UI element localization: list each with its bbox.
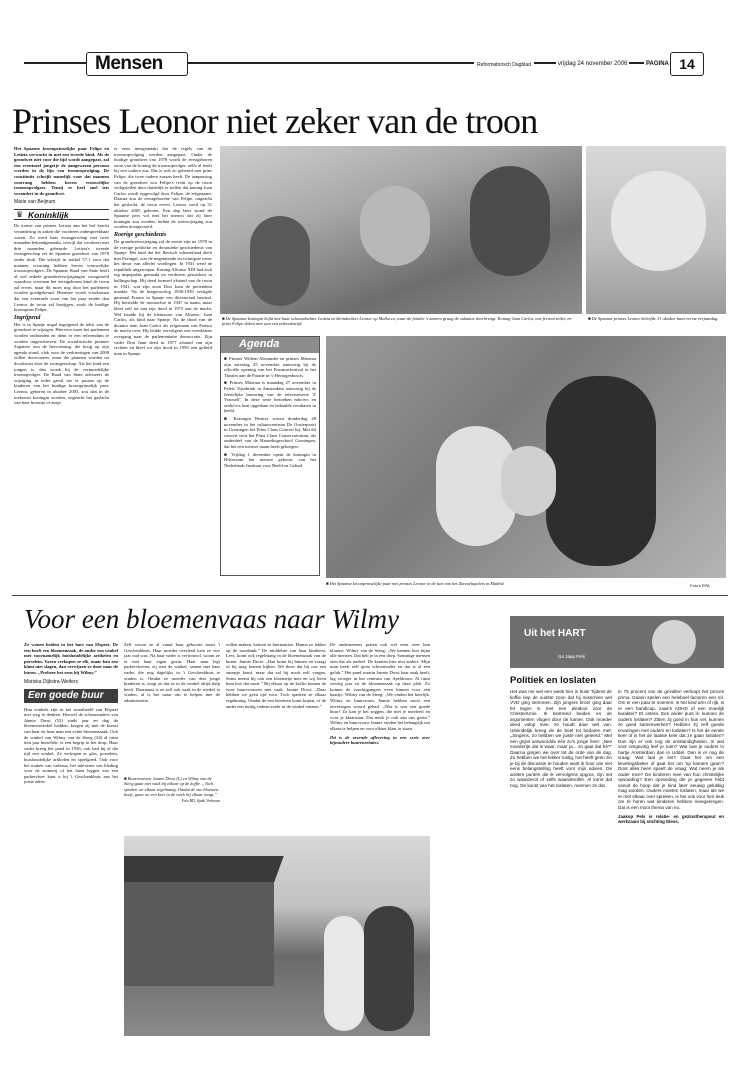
photo-caption-2: ■ De Spaanse prinses Leonor beleefde 31 oktober haar eerste verjaardag. xyxy=(588,316,719,321)
crown-icon: ♛ xyxy=(16,210,24,220)
page-number-box xyxy=(670,52,704,76)
article2-body-1: Hun winkels zijn in het straatbeeld van Elspeet niet weg te denken. Hoewel de schoonouders van Jannie Drost (52) sinds jaar en dag de bloemenwinkel hadden, kregen zij met de komst van haar en haar man een echte bloemenzaak. Ook de winkel van Wilmy van de Steeg (34) al ruim tien jaar hetzelfde, is een begrip in het dorp. Haar vader kreeg het pand in 1936, ook had hij al die tijd een winkel. Ze verkopen er glas, porselein, huishoudelijke artikelen en speelgoed. Ook voor het maken van cadeaus, het inleveren van kleding voor de stomerij of het laten leggen van een parketvloer kunt u bij 't Geschenkhuis aan het juiste adres. xyxy=(24,706,118,785)
article2-photo-credit: Foto RD, Sjaak Verboom xyxy=(181,799,220,804)
agenda-item: ■ Prinses Willem-Alexander en prinses Máxima zijn zaterdag 25 november aanwezig bij de officiële opening van het Erasmusfestival in het Theater aan de Parade in 's-Hertogenbosch. xyxy=(224,356,316,378)
photo-figure xyxy=(470,166,550,276)
column-body-1: Het was me wel een week hier in huis! Tijdens de koffie riep de oudste zoon dat hij misschien wel VVD ging stemmen. Zijn jongere broer ging daar fel tegen in met een pleidooi voor de ChristenUnie. Ik bestreed beiden en de argumenten vlogen door de kamer. Ook moeder deed volop mee, ze houdt daar wel van. Uiteindelijk kreeg de de boel tot bedaren met: „Jongens, zo hebben we juiste niet geleerd.” Met een grijns antwoordde één zo'n jonge heer: „Nee moedertje dat is waar, maar ja... zo gaat dat hè?” Daarna gingen we over tot de orde van de dag. Zo hebben we het lekker rustig, het heeft geen zin je bij de discussie te houden want ik hoor wie niet eens belangstelling heeft voor mijn advies. De andere punten die ik vervolgens opgooi, zijn net zo waardevol of zelfs waardevoller. Al komt dat nog. De kunst van het loslaten, noemen ze dat. xyxy=(510,689,612,788)
article2-footer: Dit is de zevende aflevering in een serie over bijzondere buurenrelaties. xyxy=(330,734,430,746)
issue-date: vrijdag 24 november 2006 xyxy=(558,61,628,67)
photo-building-roof xyxy=(124,856,284,882)
article-body-1: De komst van prinses Letizia aan het hof bracht verandering in zaken die voorheen onbespreekbaar waren. Zo werd haar zwangerschap met twee maanden bekendgemaakt, terwijl dat voorheen met drie maanden gebeurde. Letizia's tweede zwangerschap zet de Spaanse grondwet van 1978 onder druk. Die schrijft in artikel 57.1 voor dat mannen voorrang hebben boven vrouwelijke troonsopvolgers. De Spaanse Raad van State heeft al wel enkele grondwetswijzigingen voorgesteld waardoor voortaan het eerstgeboren kind de troon zal erven, maar dit moet nog door het parlement worden goedgekeurd. Hiermee wordt voorkomen dat een eventuele zoon van het paar eerder dan Leonor de troon zal bestijgen, zoals de huidige kroonprins Felipe. xyxy=(14,223,109,313)
article2-headline: Voor een bloemenvaas naar Wilmy xyxy=(24,604,399,634)
bullet-icon: ■ xyxy=(224,356,230,361)
photo-figure xyxy=(501,446,556,516)
article2-column-4 xyxy=(330,642,430,832)
column-author-tag: Ge Jaap Pels xyxy=(558,654,586,659)
article-body-2: er eens meegemaakt dat de regels van de troonsopvolging werden aangepast. Onder de huidige grondwet van 1978 wordt de eerstgeboren zoon van de koning de troonsopvolger, zelfs al heeft hij een oudere zus. Dat is ook zo gebeurd met prins Felipe, die twee oudere zussen heeft. De aanpassing van de grondwet zou Felipe's recht op de troon veiligstellen door duidelijk te stellen dat koning Juan Carlos wordt opgevolgd door Felipe, de erfgenaam. Daarna zou de eerstgeborene van Felipe, ongeacht het geslacht, de troon erven. Leonor werd op 31 oktober 2005 geboren. Een dag later stond de Spaanse pers vol met het nieuws dat zij later koningin zou worden, indien de wetswijziging zou worden doorgevoerd. xyxy=(114,146,212,230)
photo-caption-3: ■ Het Spaanse kroonprinselijke paar met prinses Leonor in de tuin van het Zarzuelapaleis in Madrid. xyxy=(326,581,505,586)
photo-queen-sofia-family xyxy=(220,146,582,314)
article-byline: Marie van Beijnum xyxy=(14,199,56,206)
subheading-geschiedenis: Roerige geschiedenis xyxy=(114,231,167,238)
section-label-box-2 xyxy=(24,689,118,703)
subheading-ingrijpend: Ingrijpend xyxy=(14,314,41,321)
bullet-icon: ■ xyxy=(224,451,232,457)
article-column-2 xyxy=(114,146,212,566)
article-lead: Het Spaanse kroonprinselijke paar Felipe en Letizia verwacht in mei een tweede kind. Als de grondwet niet voor die tijd wordt aangepast, zal een eventueel jongetje de aangewezen persoon worden in de lijn van troonsopvolging. De constitutie schrijft namelijk voor dat mannen voorrang hebben boven vrouwelijke troonsopvolgers. Tenzij er heel snel iets verandert in de grondwet. xyxy=(14,146,109,196)
article2-body-2: Zelf woont ze al vanaf haar geboorte naast 't Geschenkhuis. Haar moeder overleed toen ze vier jaar oud was. Na haar vader is vertrouwd, woont ze er met haar eigen gezin. Haar man legt parketvloeren, zij runt de winkel, samen met haar vader, die nog dagelijks in 't Geschenkhuis te vinden is. Omdat ze moeder van drie jonge kinderen is, zorgt ze dat ze in de winkel altijd hulp heeft. Daarnaast is ze zelf ook vaak in de winkel te vinden, al is het maar om te helpen met de administratie. xyxy=(124,642,220,703)
caption-bullet-icon: ■ xyxy=(588,316,592,321)
article-body-2b: De grondwetswijziging zal de eerste zijn na 1978 in de roerige politieke en dynastieke geschiedenis van Spanje. Het land dat het Iberisch schiereiland deelt met Portugal, was de negentiende en twintigste eeuw het decor van allerlei woelingen. In 1931 werd de republiek uitgeroepen. Koning Alfonso XIII had zich erg impopulair gemaakt en verdween geruisloos in ballingschap. Hij deed formeel afstand van de troon in 1941, wat zijn zoon Don Juan de pretendent maakte. Na de burgeroorlog 1936-1939 vestigde generaal Franco in Spanje een dictatoriaal bewind. Hij herstelde de monarchie in 1947 in naam, maar bleef zelf tot aan zijn dood in 1975 aan de macht. Wel haalde hij de kleinzoon van Alfonso, Juan Carlos, als kind naar Spanje. Na de dood van de dictator nam Juan Carlos als erfgenaam van Franco de macht over. Hij leidde vervolgens een vreedzame overgang naar de parlementaire democratie. Zijn vader Don Juan deed in 1977 afstand van zijn rechten en bleef tot zijn dood in 1993 een geliefd man in Spanje. xyxy=(114,238,212,356)
photo-credit: Foto's EPA xyxy=(690,583,710,588)
photo-building xyxy=(124,876,274,986)
paper-name: Reformatorisch Dagblad xyxy=(474,62,534,68)
caption-bullet-icon: ■ xyxy=(222,316,226,321)
section-title-box xyxy=(86,52,188,76)
agenda-box xyxy=(220,336,320,576)
section-label: Koninklijk xyxy=(28,210,69,221)
photo-figure xyxy=(364,906,414,1031)
photo-figure xyxy=(611,171,706,271)
column-body-2: in 75 procent van de gevallen verloopt het proces prima. Daarin spelen een heleboel factoren een rol. Om er een paar te noemen: is het kind arm of rijk, is er een handicap, zaak's ADHD of een moeilijk karakter? Et cetera. Een ander punt is: kunnen de ouders loslaten? Zitten zij goed in hun vel, kunnen ze goed samenwerken? Hebben zij zelf goede ervaringen met ouders en loslaten? Is het de eerste keer of is het de laatste keer dat ze gaan loslaten? Dan zijn er ook nog de omstandigheden. In wat voor omgeving leef je toen? Wat laat je ouders in hartje Amsterdam dan in Uddel. Dan is er nog de vraag: Wat laat je los? Gaat het om een lievelingsbeker of gaat het om 'op kamers gaan'? Door alles heen speelt de vraag: Wat neem je als ouder mee? De kinderen mee van hun christelijke opvoeding? Een opvoeding die je gegeven hebt vanuit de hoop dat je kind later eeuwig gelukkig mag worden. Ouders moeten loslaten, maar als we er met elkaar over spreken, is het ook voor hen leuk om te horen wat kinderen hebben meegekregen. Dat is een mooi thema van nu. xyxy=(618,689,724,810)
photo-figure xyxy=(324,916,364,1031)
opinion-column xyxy=(510,616,724,1036)
agenda-item: ■ Vrijdag 1 december opent de koningin in Hilversum het nieuwe gebouw van het Nederlands Instituut voor Beeld en Geluid. xyxy=(224,451,317,468)
article-column-1 xyxy=(14,146,109,566)
article2-column-3 xyxy=(226,642,326,832)
photo-leonor-baby xyxy=(586,146,726,314)
article2-lead: Ze wonen beiden in het hart van Elspeet. De een heeft een bloemenzaak, de ander een winkel met voornamelijk huishoudelijke artikelen en porselein. Varen verkopen ze elk, maar kan een klant niet slagen, dan verwijzen ze door naar de buren. „Probeer het eens bij Wilmy.” xyxy=(24,642,118,675)
article-body-1b: Het is in Spanje nogal ingrijpend de tekst van de grondwet te wijzigen. Hiervoor moet het parlement worden ontbonden en dient er een referendum te worden uitgeschreven. De socialistische premier Zapatero zou de hervorming, die hoog op zijn agenda stond, vlak voor de verkiezingen van 2008 willen doorvoeren, maar die plannen worden nu doorkruist door de zwangerschap. Als het kind een jongen is, dan wordt hij de vermoedelijke troonopvolger. De Raad van State adviseert de wijziging in ieder geval toe te passen op de kinderen van het huidige kroonprinselijk paar. Leonor, geboren in oktober 2005, zou dan in de toekomst koningin worden, ongeacht het geslacht van haar broertje of zusje. xyxy=(14,321,109,406)
column-body xyxy=(510,689,724,1029)
page-header xyxy=(24,50,714,80)
caption-bullet-icon: ■ xyxy=(124,776,128,781)
bullet-icon: ■ xyxy=(224,380,230,386)
section-label-box xyxy=(14,209,109,220)
page-label: PAGINA xyxy=(646,61,669,67)
section-title: Mensen xyxy=(95,53,163,74)
article2-photo-caption: ■ Buurvrouwen Jannie Drost (L) en Wilmy van de Steeg gaan niet vaak bij elkaar op de koffie. „Toch spreken we elkaar regelmatig. Omdat de ene bloemen heeft, gaan we een keer in de week bij elkaar langs.” Foto RD, Sjaak Verboom xyxy=(124,776,220,804)
article2-body-4: De ondernemers praten ook wel eens over hun klanten. Wilmy van de Steeg: „We kennen hier bijna alle mensen. Dat heb je in een dorp. Sommige mensen zien dat als nadeel. De kennen hier niet anders. Mijn man heeft zelf geen schoonvader en dat is al een geluk.” Het pand waarin Jannie Drost haar zaak heeft, lag vroeger in het centrum van Apeldoorn. Al ruim veertig jaar zit de bloemenzaak op deze plek. Zo komen de voorbijgangers even binnen voor een kaartje. Wilmy van de Steeg: „We vinden het heerlijk. Wilmy en buurvrouw Jannie hebben nooit een onvertogen woord gehad. „Wat is nou een goede buur? Zo kan je het zeggen, die met je meeleeft en voor je klaarstaat. Dat merk je ook aan ons gezin.” Wilmy en buurvrouw Jannie vinden het belangrijk om elkaar te helpen en voor elkaar klaar te staan. xyxy=(330,642,430,731)
column-banner xyxy=(510,616,724,668)
column-bio: Jaakop Pels is relatie- en gezinstherapeut en werkzaam bij stichting Eleos. xyxy=(618,814,724,825)
column-title: Politiek en loslaten xyxy=(510,675,597,686)
section-divider xyxy=(12,595,728,596)
article-headline: Prinses Leonor niet zeker van de troon xyxy=(12,101,538,141)
photo-figure xyxy=(546,376,656,566)
caption-bullet-icon: ■ xyxy=(326,581,330,586)
photo-figure xyxy=(360,186,430,266)
photo-crown-prince-couple xyxy=(326,336,726,578)
photo-caption-1: ■ De Spaanse koningin Sofia met haar schoondochter Letizia en kleindochter Leonor op Mallorca, waar de familie 's zomers graag de vakantie doorbrengt. Koning Juan Carlos, een fervent zeiler, en prins Felipe doken mee aan een zeilwedstrijd. xyxy=(222,316,572,327)
agenda-item: ■ Prinses Máxima is maandag 27 november in Paleis Tijsebrink in Amsterdam aanwezig bij de feestelijke lancering van de televisieserie 'Z Yourself'. In deze serie bezoeken mbo'ers en vmbo'ers hun opgedane en behaalde resultaten in beeld. xyxy=(224,380,316,414)
page-number: 14 xyxy=(679,56,695,72)
article2-body-3: willen maken, komen ze hiernaartoe. Hanna zo lekker op de toonbank.” De middelste van haar kinderen, Levi, komt ook regelmatig in de bloemenzaak van de buren. Jannie Drost: „Dan komt hij binnen en vraagt of hij mag komen kijken. We doen dat bij ons een snoepje komt, maar dat zal hij nooit zelf vragen. Soms neemt hij ook een bloemetje mee en wij leren hem hoe dat moet.” Bij elkaar op de koffie komen de twee buurvrouwen niet vaak. Jannie Drost: „Daar hebben we geen tijd voor. Toch spreken ze elkaar regelmatig. Omdat de een bloemen komt kopen, of de ander een nuttig cadeau zoekt in de winkel ernaast.” xyxy=(226,642,326,709)
agenda-title: Agenda xyxy=(239,338,280,350)
article2-column-1 xyxy=(24,642,118,1030)
agenda-header xyxy=(221,337,319,353)
section-label-2: Een goede buur xyxy=(28,689,104,701)
bullet-icon: ■ xyxy=(224,415,234,421)
agenda-list xyxy=(221,353,319,471)
column-banner-title: Uit het HART xyxy=(524,628,586,639)
agenda-item: ■ Koningin Beatrix woont donderdag 28 november in het cultuurcentrum De Oosterpoort in Groningen het Prins Claus Concert bij. Met dit concert viert het Prins Claus Conservatorium, als onderdeel van de Hanzehogeschool Groningen, dat het een nieuwe naam heeft gekregen. xyxy=(224,415,316,449)
article2-byline: Mariska Dijkstra-Welters xyxy=(24,678,79,685)
photo-figure xyxy=(250,216,310,306)
photo-neighbours-shop xyxy=(124,836,430,1036)
author-portrait xyxy=(652,620,696,664)
